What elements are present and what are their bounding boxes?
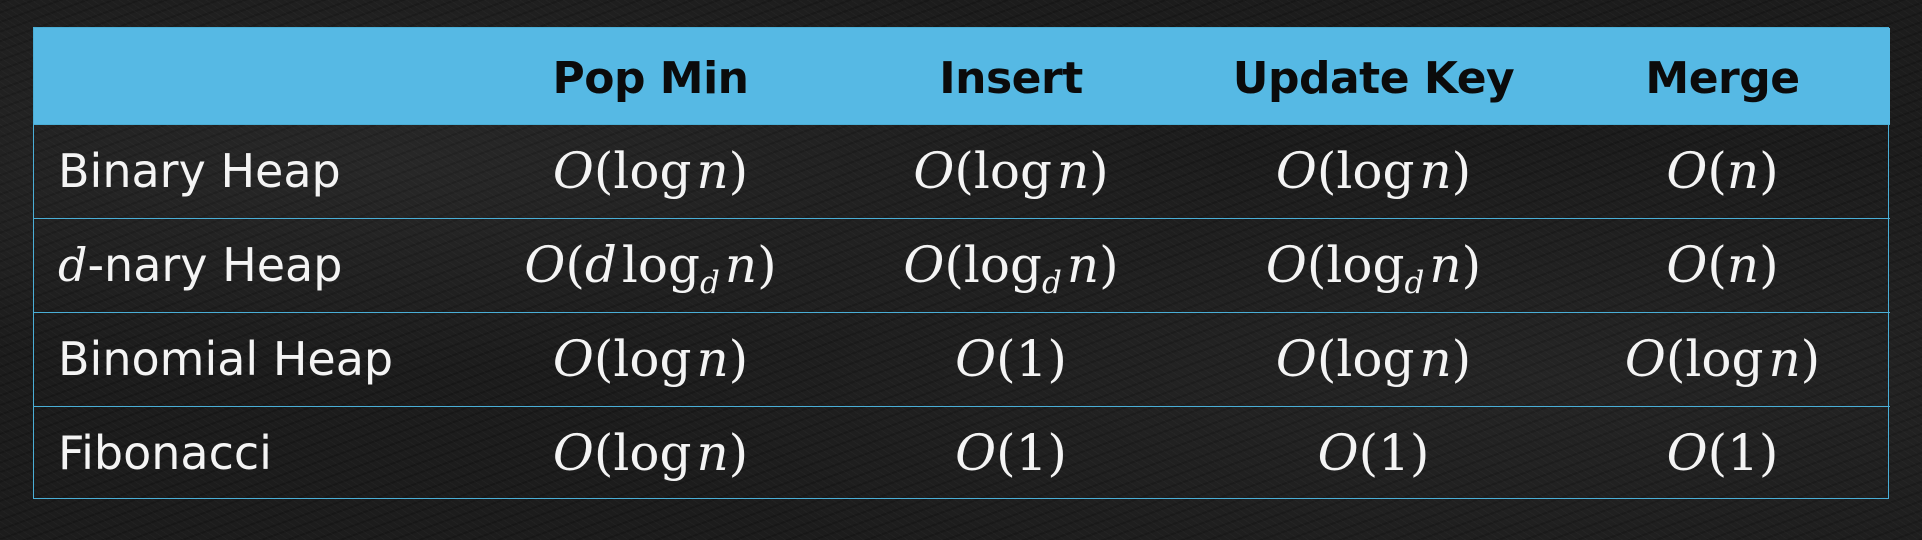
- row-label: [34, 218, 471, 312]
- header-row: [34, 28, 1890, 124]
- row-label-variable: d: [58, 238, 88, 292]
- cell-insert: [830, 218, 1192, 312]
- complexity-value: O(log n): [552, 142, 749, 200]
- complexity-value: O(d $\log_d$ n): [524, 236, 777, 301]
- complexity-value: O(log n): [1275, 330, 1472, 388]
- table-row-binary-heap: [34, 124, 1890, 218]
- row-label: [34, 124, 471, 218]
- header-pop-min: Pop Min: [552, 53, 749, 105]
- row-label-text: -nary Heap: [87, 238, 343, 292]
- table-row-fibonacci: [34, 406, 1890, 500]
- row-label-text: Binomial Heap: [58, 332, 394, 386]
- cell-merge: [1555, 406, 1890, 500]
- complexity-value: O(1): [1666, 424, 1779, 483]
- complexity-value: $O(\log_d$ n): [1265, 236, 1482, 301]
- complexity-value: O(1): [955, 330, 1067, 388]
- complexity-value: O(log n): [1275, 142, 1472, 200]
- header-corner: [34, 28, 471, 124]
- complexity-value: O(1): [1317, 424, 1430, 483]
- complexity-value: O(1): [955, 424, 1067, 483]
- cell-pop-min: [471, 312, 830, 406]
- cell-update-key: [1192, 124, 1555, 218]
- cell-insert: [830, 312, 1192, 406]
- complexity-value: O(log n): [1624, 330, 1821, 388]
- table-row-binomial-heap: [34, 312, 1890, 406]
- cell-merge: [1555, 218, 1890, 312]
- row-label: [34, 406, 471, 500]
- cell-update-key: [1192, 218, 1555, 312]
- complexity-value: O(log n): [552, 330, 749, 388]
- header-update-key: Update Key: [1232, 53, 1515, 105]
- row-label-text: Binary Heap: [58, 144, 341, 198]
- heap-complexity-table: [33, 27, 1889, 499]
- cell-update-key: [1192, 312, 1555, 406]
- cell-insert: [830, 406, 1192, 500]
- cell-pop-min: [471, 406, 830, 500]
- cell-merge: [1555, 124, 1890, 218]
- complexity-value: O(n): [1666, 236, 1779, 294]
- complexity-value: O(log n): [913, 142, 1109, 200]
- complexity-value: $O(\log_d$ n): [903, 236, 1119, 301]
- table-body: [34, 124, 1890, 500]
- cell-insert: [830, 124, 1192, 218]
- complexity-table: [34, 28, 1890, 500]
- cell-update-key: [1192, 406, 1555, 500]
- table-row-d-nary-heap: [34, 218, 1890, 312]
- cell-merge: [1555, 312, 1890, 406]
- header-merge: Merge: [1645, 53, 1800, 105]
- row-label: [34, 312, 471, 406]
- header-insert: Insert: [939, 53, 1083, 105]
- row-label-text: Fibonacci: [58, 426, 272, 481]
- complexity-value: O(n): [1666, 142, 1779, 200]
- complexity-value: O(log n): [552, 424, 749, 483]
- cell-pop-min: [471, 124, 830, 218]
- cell-pop-min: [471, 218, 830, 312]
